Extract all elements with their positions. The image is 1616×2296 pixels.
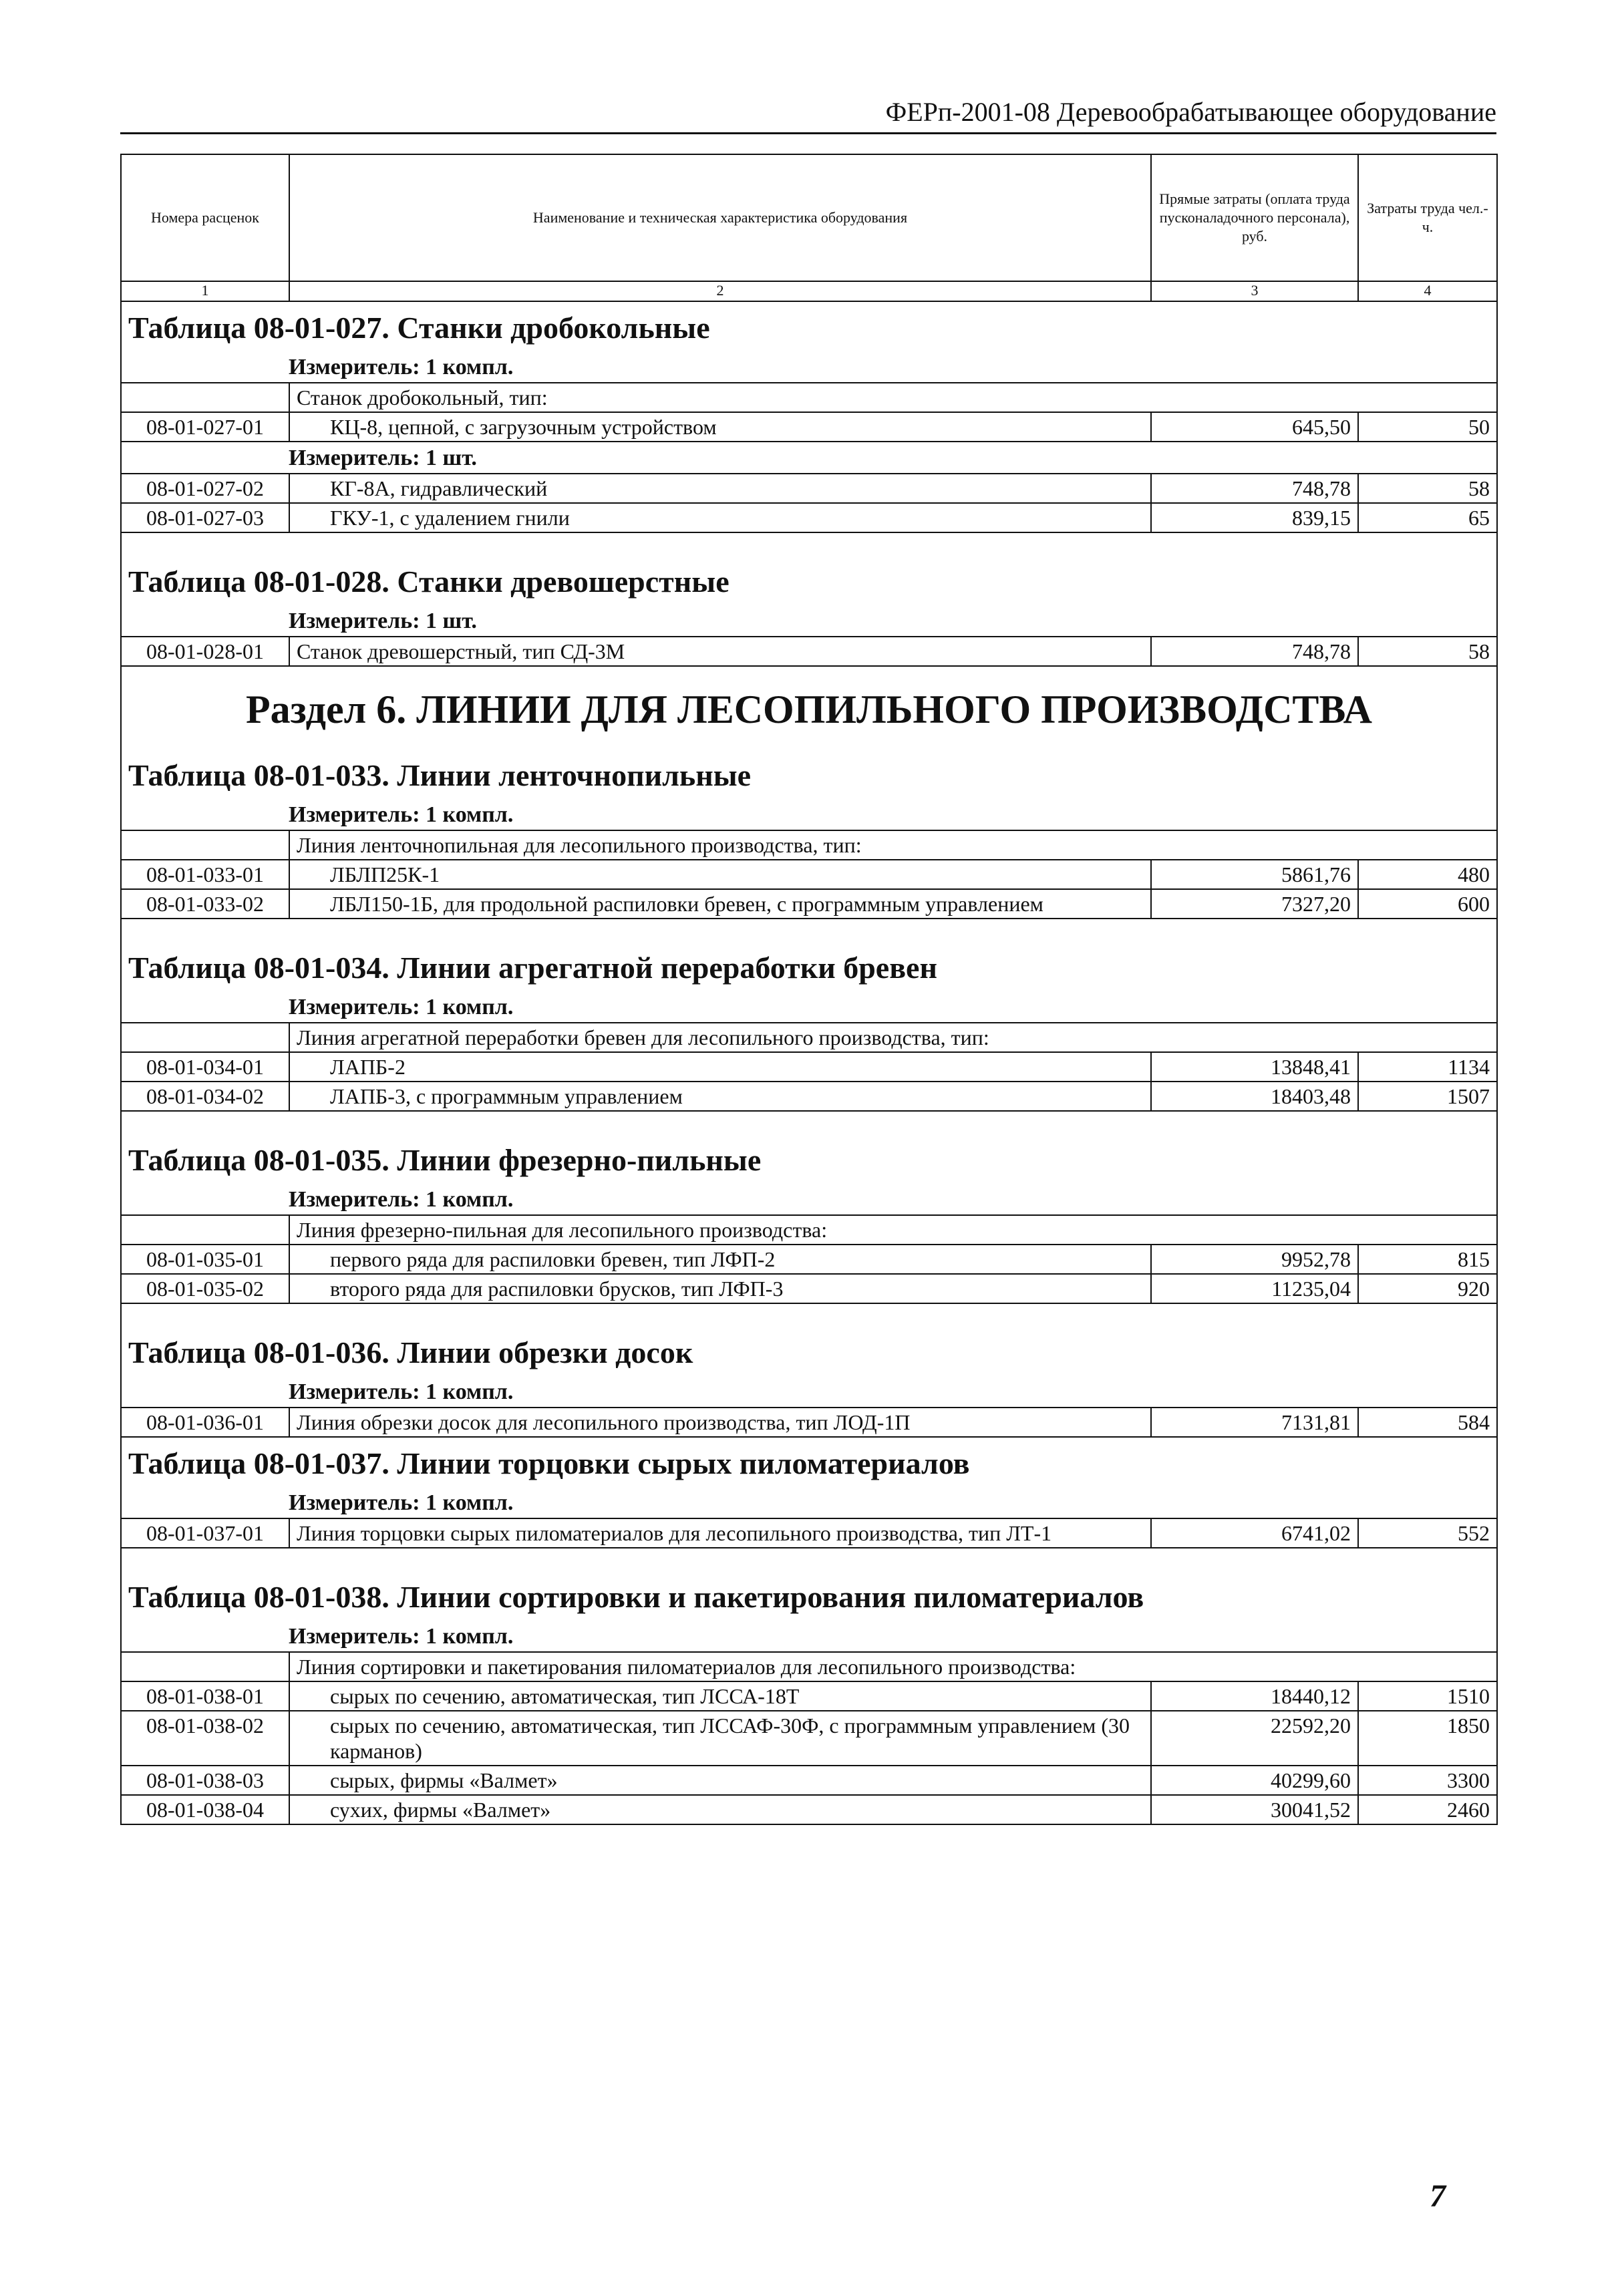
table-row: [121, 474, 1497, 503]
row-name: КГ-8А, гидравлический: [289, 474, 1151, 503]
row-cost: 18440,12: [1151, 1681, 1358, 1711]
header-col-name: Наименование и техническая характеристика оборудования: [289, 154, 1151, 281]
row-labor: 58: [1358, 474, 1497, 503]
table-row: [121, 1681, 1497, 1711]
unit-label: Измеритель: 1 компл.: [121, 1621, 1497, 1652]
table-title: Таблица 08-01-028. Станки древошерстные: [121, 556, 1497, 605]
header-num-1: 1: [121, 281, 289, 301]
table-row: [121, 503, 1497, 532]
table-row: [121, 1408, 1497, 1437]
row-name: ЛАПБ-2: [289, 1052, 1151, 1082]
row-labor: 480: [1358, 860, 1497, 889]
row-code: 08-01-038-02: [121, 1711, 289, 1766]
row-code: 08-01-033-01: [121, 860, 289, 889]
row-name: КЦ-8, цепной, с загрузочным устройством: [289, 412, 1151, 442]
row-code: 08-01-037-01: [121, 1518, 289, 1548]
unit-label: Измеритель: 1 компл.: [121, 351, 1497, 383]
row-code: 08-01-035-02: [121, 1274, 289, 1303]
header-col-direct-costs: Прямые затраты (оплата труда пусконаладочного персонала), руб.: [1151, 154, 1358, 281]
row-code: 08-01-027-03: [121, 503, 289, 532]
table-header-row: [121, 154, 1497, 281]
row-name: Линия торцовки сырых пиломатериалов для лесопильного производства, тип ЛТ-1: [289, 1518, 1151, 1548]
row-name: второго ряда для распиловки брусков, тип ЛФП-3: [289, 1274, 1151, 1303]
group-label: Линия ленточнопильная для лесопильного производства, тип:: [289, 830, 1497, 860]
unit-label: Измеритель: 1 компл.: [121, 1376, 1497, 1408]
row-name: Линия обрезки досок для лесопильного производства, тип ЛОД-1П: [289, 1408, 1151, 1437]
table-row: [121, 1052, 1497, 1082]
row-code: 08-01-035-01: [121, 1245, 289, 1274]
row-cost: 7327,20: [1151, 889, 1358, 919]
row-labor: 50: [1358, 412, 1497, 442]
table-row: [121, 412, 1497, 442]
row-code: 08-01-038-03: [121, 1766, 289, 1795]
table-row: [121, 860, 1497, 889]
row-code: 08-01-028-01: [121, 637, 289, 666]
row-name: ЛБЛ150-1Б, для продольной распиловки бревен, с программным управлением: [289, 889, 1151, 919]
row-labor: 1850: [1358, 1711, 1497, 1766]
row-cost: 7131,81: [1151, 1408, 1358, 1437]
row-labor: 552: [1358, 1518, 1497, 1548]
row-cost: 839,15: [1151, 503, 1358, 532]
table-row: [121, 1245, 1497, 1274]
unit-label: Измеритель: 1 компл.: [121, 991, 1497, 1023]
row-code: 08-01-034-02: [121, 1082, 289, 1111]
unit-label: Измеритель: 1 компл.: [121, 799, 1497, 830]
row-code: 08-01-033-02: [121, 889, 289, 919]
group-label: Линия сортировки и пакетирования пиломатериалов для лесопильного производства:: [289, 1652, 1497, 1681]
group-label: Линия агрегатной переработки бревен для лесопильного производства, тип:: [289, 1023, 1497, 1052]
header-col-labor: Затраты труда чел.-ч.: [1358, 154, 1497, 281]
price-table: [120, 154, 1498, 1825]
page-number: 7: [1430, 2178, 1446, 2214]
row-labor: 600: [1358, 889, 1497, 919]
row-code: 08-01-038-04: [121, 1795, 289, 1824]
header-num-2: 2: [289, 281, 1151, 301]
row-labor: 1510: [1358, 1681, 1497, 1711]
row-name: сырых по сечению, автоматическая, тип ЛССАФ-30Ф, с программным управлением (30 карманов): [289, 1711, 1151, 1766]
row-cost: 11235,04: [1151, 1274, 1358, 1303]
row-cost: 30041,52: [1151, 1795, 1358, 1824]
row-name: первого ряда для распиловки бревен, тип ЛФП-2: [289, 1245, 1151, 1274]
row-labor: 1507: [1358, 1082, 1497, 1111]
table-title: Таблица 08-01-027. Станки дробокольные: [121, 301, 1497, 351]
row-name: ГКУ-1, с удалением гнили: [289, 503, 1151, 532]
unit-label: Измеритель: 1 компл.: [121, 1184, 1497, 1215]
table-row: [121, 889, 1497, 919]
table-title: Таблица 08-01-038. Линии сортировки и пакетирования пиломатериалов: [121, 1571, 1497, 1621]
row-code: 08-01-027-01: [121, 412, 289, 442]
row-labor: 2460: [1358, 1795, 1497, 1824]
header-col-codes: Номера расценок: [121, 154, 289, 281]
row-name: ЛБЛП25К-1: [289, 860, 1151, 889]
row-cost: 5861,76: [1151, 860, 1358, 889]
row-name: Станок древошерстный, тип СД-3М: [289, 637, 1151, 666]
table-title: Таблица 08-01-037. Линии торцовки сырых пиломатериалов: [121, 1437, 1497, 1487]
row-code: 08-01-034-01: [121, 1052, 289, 1082]
table-row: [121, 1518, 1497, 1548]
row-labor: 920: [1358, 1274, 1497, 1303]
group-label: Станок дробокольный, тип:: [289, 383, 1497, 412]
row-name: сухих, фирмы «Валмет»: [289, 1795, 1151, 1824]
table-row: [121, 637, 1497, 666]
table-row: [121, 1711, 1497, 1766]
running-head: ФЕРп-2001-08 Деревообрабатывающее оборудование: [120, 94, 1496, 134]
header-num-4: 4: [1358, 281, 1497, 301]
row-labor: 815: [1358, 1245, 1497, 1274]
section-title: Раздел 6. ЛИНИИ ДЛЯ ЛЕСОПИЛЬНОГО ПРОИЗВОДСТВА: [121, 666, 1497, 750]
row-code: 08-01-038-01: [121, 1681, 289, 1711]
group-label: Линия фрезерно-пильная для лесопильного производства:: [289, 1215, 1497, 1245]
table-header-numbers: [121, 281, 1497, 301]
table-row: [121, 1082, 1497, 1111]
table-row: [121, 1795, 1497, 1824]
table-row: [121, 1274, 1497, 1303]
row-labor: 3300: [1358, 1766, 1497, 1795]
row-cost: 748,78: [1151, 474, 1358, 503]
unit-label: Измеритель: 1 шт.: [121, 442, 1497, 474]
row-labor: 584: [1358, 1408, 1497, 1437]
row-labor: 1134: [1358, 1052, 1497, 1082]
row-cost: 9952,78: [1151, 1245, 1358, 1274]
row-name: сырых, фирмы «Валмет»: [289, 1766, 1151, 1795]
row-code: 08-01-036-01: [121, 1408, 289, 1437]
header-num-3: 3: [1151, 281, 1358, 301]
row-name: сырых по сечению, автоматическая, тип ЛССА-18Т: [289, 1681, 1151, 1711]
unit-label: Измеритель: 1 шт.: [121, 605, 1497, 637]
table-title: Таблица 08-01-034. Линии агрегатной переработки бревен: [121, 942, 1497, 991]
table-title: Таблица 08-01-035. Линии фрезерно-пильные: [121, 1134, 1497, 1184]
unit-label: Измеритель: 1 компл.: [121, 1487, 1497, 1518]
row-labor: 65: [1358, 503, 1497, 532]
table-row: [121, 1766, 1497, 1795]
row-cost: 6741,02: [1151, 1518, 1358, 1548]
row-cost: 13848,41: [1151, 1052, 1358, 1082]
row-code: 08-01-027-02: [121, 474, 289, 503]
table-title: Таблица 08-01-033. Линии ленточнопильные: [121, 750, 1497, 799]
table-title: Таблица 08-01-036. Линии обрезки досок: [121, 1327, 1497, 1376]
row-cost: 18403,48: [1151, 1082, 1358, 1111]
row-cost: 748,78: [1151, 637, 1358, 666]
row-labor: 58: [1358, 637, 1497, 666]
row-cost: 22592,20: [1151, 1711, 1358, 1766]
row-cost: 40299,60: [1151, 1766, 1358, 1795]
row-name: ЛАПБ-3, с программным управлением: [289, 1082, 1151, 1111]
row-cost: 645,50: [1151, 412, 1358, 442]
